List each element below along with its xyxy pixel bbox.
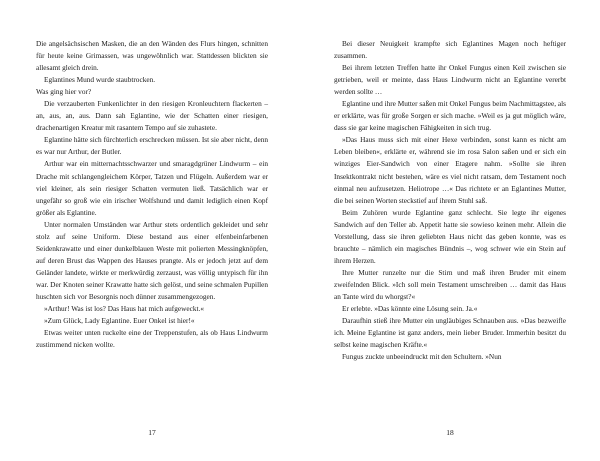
paragraph: Eglantine und ihre Mutter saßen mit Onkel Fungus beim Nachmittagstee, als er erklärte, was für große Sorgen er sich mache. »Weil es ja gut möglich wäre, dass sie gar keine magischen Fähigkeiten in sich trug. (334, 99, 566, 133)
paragraph: Daraufhin stieß ihre Mutter ein ungläubiges Schnauben aus. »Das bezweifle ich. Meine Eglantine ist ganz anders, mein lieber Bruder. Immerhin besitzt du selbst keine magischen Kräfte.« (334, 316, 566, 350)
paragraph: Etwas weiter unten ruckelte eine der Treppenstufen, als ob Haus Lindwurm zustimmend nicken wollte. (36, 328, 268, 350)
paragraph: Er erlebte. »Das könnte eine Lösung sein. Ja.« (342, 304, 478, 314)
paragraph: Beim Zuhören wurde Eglantine ganz schlecht. Sie legte ihr eigenes Sandwich auf den Teller ab. Appetit hatte sie sowieso keinen mehr. Allein die Vorstellung, dass sie ihren geliebten Haus nicht das geben konnte, was es brauchte – nämlich ein magisches Bündnis –, wog schwer wie ein Stein auf ihrem Herzen. (334, 207, 566, 265)
paragraph: Die verzauberten Funkenlichter in den riesigen Kronleuchtern flackerten – an, aus, an, aus. Dann sah Eglantine, wie der Schatten einer riesigen, drachenartigen Kreatur mit rasantem Tempo auf sie zuhastete. (36, 99, 268, 133)
right-page-body (334, 38, 566, 363)
paragraph: Was ging hier vor? (36, 87, 92, 97)
paragraph: »Das Haus muss sich mit einer Hexe verbinden, sonst kann es nicht am Leben bleiben«, erklärte er, während sie im rosa Salon saßen und er sich ein winziges Eier-Sandwich von einer Etagere nahm. »Sollte sie ihren Insektkontrakt nicht bestehen, wäre es viel nicht ratsam, dem Testament noch einmal neu aufzusetzen. Heliotrope …« Das richtete er an Eglantines Mutter, die bei seinen Worten steckstief auf ihrem Stuhl saß. (334, 135, 566, 205)
paragraph: Bei dieser Neuigkeit krampfte sich Eglantines Magen noch heftiger zusammen. (334, 39, 566, 61)
left-page-number: 17 (148, 428, 156, 437)
paragraph: Die angelsächsischen Masken, die an den Wänden des Flurs hingen, schnitten für heute keine Grimassen, was ungewöhnlich war. Stattdessen blickten sie allesamt gleich drein. (36, 39, 268, 73)
paragraph: Arthur war ein mitternachtsschwarzer und smaragdgrüner Lindwurm – ein Drache mit schlangengleichem Körper, Tatzen und Flügeln. Außerdem war er viel kleiner, als sein riesiger Schatten vermuten ließ. Tatsächlich war er ungefähr so groß wie ein irischer Wolfshund und damit lediglich einen Kopf größer als Eglantine. (36, 159, 268, 217)
paragraph: Eglantine hätte sich fürchterlich erschrecken müssen. Ist sie aber nicht, denn es war nur Arthur, der Butler. (36, 135, 268, 157)
paragraph: »Arthur! Was ist los? Das Haus hat mich aufgeweckt.« (44, 304, 204, 314)
paragraph: Ihre Mutter runzelte nur die Stirn und maß ihren Bruder mit einem zweifelnden Blick. »Ich soll mein Testament umschreiben … damit das Haus an Tante wird du whorgst?« (334, 267, 566, 301)
paragraph: Unter normalen Umständen war Arthur stets ordentlich gekleidet und sehr stolz auf seine Uniform. Diese bestand aus einer elfenbeinfarbenen Seidenkrawatte und einer dunkelblauen Weste mit polierten Messingknöpfen, auf deren Brust das Wappen des Hauses prangte. Als er jedoch jetzt auf dem Geländer landete, wirkte er merkwürdig zerzaust, was völlig untypisch für ihn war. Der Knoten seiner Krawatte hatte sich gelöst, und seine schmalen Pupillen huschten sich vor Besorgnis noch dünner zusammengezogen. (36, 219, 269, 301)
paragraph: Bei ihrem letzten Treffen hatte ihr Onkel Fungus einen Keil zwischen sie getrieben, weil er meinte, dass Haus Lindwurm nicht an Eglantine vererbt werden sollte … (334, 63, 566, 97)
right-page-number: 18 (446, 428, 454, 437)
paragraph: »Zum Glück, Lady Eglantine. Euer Onkel ist hier!« (44, 316, 195, 326)
left-page-body (36, 38, 268, 351)
paragraph: Eglantines Mund wurde staubtrocken. (44, 75, 156, 85)
paragraph: Fungus zuckte unbeeindruckt mit den Schultern. »Nun (342, 352, 502, 362)
